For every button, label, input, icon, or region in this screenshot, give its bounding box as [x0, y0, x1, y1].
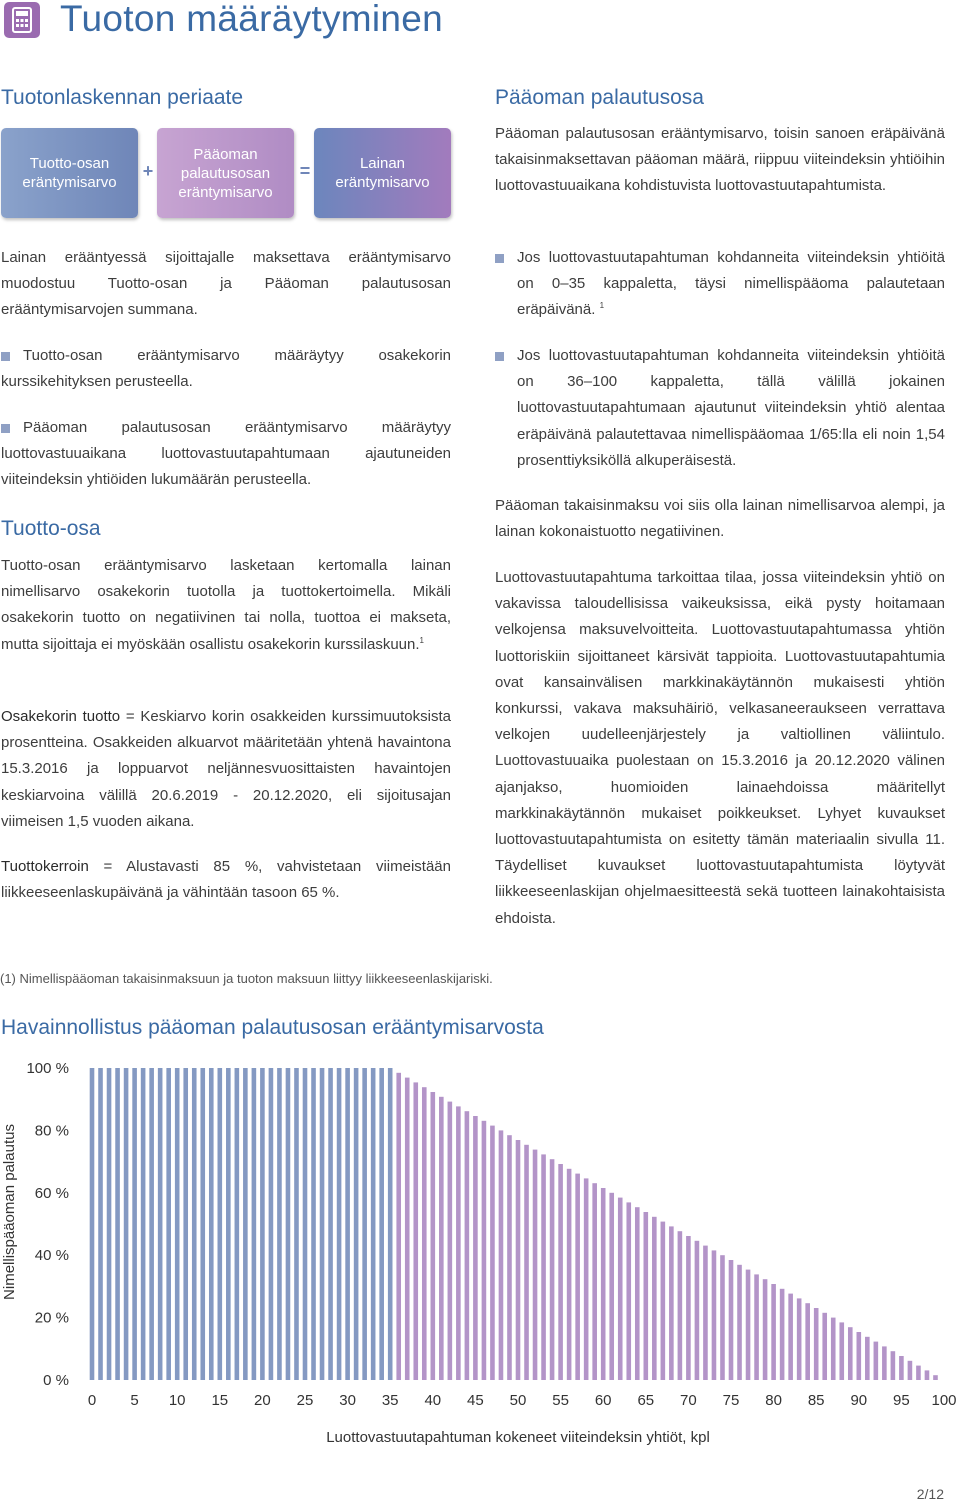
x-tick-label: 70: [680, 1392, 697, 1409]
bar-98: [925, 1370, 930, 1380]
bar-59: [592, 1183, 597, 1380]
bar-87: [831, 1318, 836, 1380]
yield-multiplier-text: = Alustavasti 85 %, vahvistetaan viimeistään liikkeeseenlaskupäivänä ja vähintään tasoon 65 %.: [1, 858, 451, 902]
page-number: 2/12: [916, 1486, 944, 1502]
bar-50: [516, 1140, 521, 1380]
y-axis-ticks: [26, 1060, 69, 1389]
bar-12: [192, 1068, 197, 1380]
bar-21: [269, 1068, 274, 1380]
bar-4: [124, 1068, 129, 1380]
bar-3: [115, 1068, 120, 1380]
bar-31: [354, 1068, 359, 1380]
bar-46: [482, 1121, 487, 1380]
bar-57: [575, 1174, 580, 1380]
bar-36: [396, 1073, 401, 1380]
bar-62: [618, 1198, 623, 1380]
bar-28: [328, 1068, 333, 1380]
bar-67: [661, 1222, 666, 1380]
x-tick-label: 100: [931, 1392, 957, 1409]
bar-0: [90, 1068, 95, 1380]
bar-63: [626, 1202, 631, 1380]
page-title: Tuoton määräytyminen: [60, 0, 444, 39]
bar-34: [379, 1068, 384, 1380]
right-intro-paragraph: Pääoman palautusosan erääntymisarvo, toisin sanoen eräpäivänä takaisinmaksettavan pääoman määrä, riippuu viiteindeksin yhtiöihin luottovastuuaikana kohdistuvista luottovastuutapahtumista.: [495, 125, 945, 195]
bar-20: [260, 1068, 265, 1380]
bar-2: [107, 1068, 112, 1380]
bar-85: [814, 1308, 819, 1380]
x-tick-label: 30: [339, 1392, 356, 1409]
formula-box-loan: [314, 128, 451, 218]
bar-88: [839, 1322, 844, 1380]
formula-box-loan-label: Lainan eräntymisarvo: [335, 155, 430, 191]
bar-40: [431, 1092, 436, 1380]
bar-6: [141, 1068, 146, 1380]
bar-27: [320, 1068, 325, 1380]
bar-79: [763, 1279, 768, 1380]
bar-17: [235, 1068, 240, 1380]
section-heading-capital: Pääoman palautusosa: [495, 86, 704, 109]
bar-65: [644, 1212, 649, 1380]
bar-94: [891, 1351, 896, 1380]
chart-bars: [90, 1068, 938, 1380]
equals-sign: =: [299, 161, 311, 181]
x-tick-label: 15: [211, 1392, 229, 1409]
x-tick-label: 45: [467, 1392, 484, 1409]
bar-74: [720, 1255, 725, 1380]
x-tick-label: 55: [552, 1392, 569, 1409]
x-tick-label: 40: [424, 1392, 442, 1409]
left-bullet-1: Tuotto-osan erääntymisarvo määräytyy osakekorin kurssikehityksen perusteella.: [1, 347, 451, 391]
right-bullet-1-text: Jos luottovastuutapahtuman kohdanneita viiteindeksin yhtiöitä on 0–35 kappaletta, täysi nimellispääoma palautetaan eräpäivänä.: [517, 249, 945, 319]
bar-24: [294, 1068, 299, 1380]
bar-29: [337, 1068, 342, 1380]
x-tick-label: 95: [893, 1392, 910, 1409]
x-tick-label: 60: [594, 1392, 612, 1409]
bar-58: [584, 1178, 589, 1380]
bar-47: [490, 1126, 495, 1380]
y-axis-title: Nimellispääoman palautus: [1, 1124, 18, 1300]
bar-93: [882, 1346, 887, 1380]
x-tick-label: 20: [254, 1392, 271, 1409]
bar-66: [652, 1217, 657, 1380]
plus-sign: +: [142, 161, 154, 181]
bar-52: [533, 1150, 538, 1380]
y-tick-label: 80 %: [34, 1122, 69, 1140]
bar-82: [788, 1294, 793, 1380]
bar-14: [209, 1068, 214, 1380]
bar-32: [362, 1068, 367, 1380]
bar-48: [499, 1130, 504, 1380]
bar-55: [558, 1164, 563, 1380]
bar-83: [797, 1298, 802, 1380]
bar-22: [277, 1068, 282, 1380]
bar-11: [183, 1068, 188, 1380]
bar-45: [473, 1116, 478, 1380]
bar-75: [729, 1260, 734, 1380]
section-heading-yield: Tuotto-osa: [1, 517, 101, 540]
bar-38: [413, 1082, 418, 1380]
bar-91: [865, 1337, 870, 1380]
left-intro-paragraph: Lainan erääntyessä sijoittajalle maksettava erääntymisarvo muodostuu Tuotto-osan ja Pääoman palautusosan erääntymisarvojen summana.: [1, 249, 451, 319]
formula-box-capital: [157, 128, 294, 218]
right-paragraph-3: Luottovastuutapahtuma tarkoittaa tilaa, jossa viiteindeksin yhtiö on vakavissa taloudellisissa vaikeuksissa, eikä pysty hoitamaan velkojensa maksuvelvoitteita. Luottovastuutapahtumassa yhtiön luottoriskiin sijoittaneet kärsivät tappioita. Luottovastuutapahtumia ovat kansainvälisen markkinakäytännön mukaisesti yhtiön konkurssi, vakava maksuhäiriö, velkasaneeraukseen verrattava velkojen uudelleenjärjestely ja valtiollinen väliintulo. Luottovastuuaika puolestaan on 15.3.2016 ja 20.12.2020 välinen ajanjakso, huomioiden lainaehdoissa määritellyt markkinakäytännön mukaiset poikkeukset. Lyhyet kuvaukset luottovastuutapahtumista on esitetty tämän materiaalin sivulla 11. Täydelliset kuvaukset luottovastuutapahtumista löytyvät liikkeeseenlaskijan ohjelmaesitteestä sekä tuotteen lainakohtaisista ehdoista.: [495, 569, 945, 927]
right-bullet-2: Jos luottovastuutapahtuman kohdanneita viiteindeksin yhtiöitä on 36–100 kappaletta, tällä välillä jokainen luottovastuutapahtumaan ajautunut viiteindeksin yhtiö alentaa eräpäivänä palautettavaa nimellispääomaa 1/65:lla eli noin 1,54 prosenttiyksiköllä alkuperäisestä.: [517, 347, 945, 469]
bar-80: [771, 1284, 776, 1380]
bar-78: [754, 1274, 759, 1380]
basket-yield-text: = Keskiarvo korin osakkeiden kurssimuutoksista prosentteina. Osakkeiden alkuarvot määritetään yhtenä havaintona 15.3.2016 ja loppuarvot neljännesvuosittaisten havaintojen keskiarvoina välillä 20.6.2019 - 20.12.2020, eli sijoitusajan viimeisen 1,5 vuoden aikana.: [1, 708, 451, 830]
bar-61: [609, 1193, 614, 1380]
capital-return-bar-chart: [0, 1050, 960, 1450]
bar-86: [822, 1313, 827, 1380]
bar-68: [669, 1226, 674, 1380]
x-tick-label: 65: [637, 1392, 655, 1409]
bar-71: [695, 1241, 700, 1380]
bar-1: [98, 1068, 103, 1380]
bar-76: [737, 1265, 742, 1380]
y-tick-label: 20 %: [34, 1309, 69, 1327]
x-tick-label: 50: [509, 1392, 527, 1409]
bar-42: [448, 1102, 453, 1380]
bar-99: [933, 1375, 938, 1380]
x-axis-title: Luottovastuutapahtuman kokeneet viiteindeksin yhtiöt, kpl: [326, 1429, 710, 1446]
bar-53: [541, 1154, 546, 1380]
yield-paragraph: [1, 553, 451, 658]
bar-84: [805, 1303, 810, 1380]
x-tick-label: 35: [381, 1392, 399, 1409]
right-bullet-1: [517, 245, 945, 324]
bar-16: [226, 1068, 231, 1380]
bar-30: [345, 1068, 350, 1380]
formula-box-yield: [1, 128, 138, 218]
bar-41: [439, 1097, 444, 1380]
bar-18: [243, 1068, 248, 1380]
bar-44: [465, 1111, 470, 1380]
bar-19: [252, 1068, 257, 1380]
bar-69: [678, 1231, 683, 1380]
x-tick-label: 25: [296, 1392, 314, 1409]
bar-92: [874, 1342, 879, 1380]
bar-97: [916, 1366, 921, 1380]
bar-54: [550, 1159, 555, 1380]
bar-90: [857, 1332, 862, 1380]
bar-26: [311, 1068, 316, 1380]
bar-64: [635, 1207, 640, 1380]
bar-13: [200, 1068, 205, 1380]
chart-title: Havainnollistus pääoman palautusosan erääntymisarvosta: [1, 1016, 544, 1039]
yield-multiplier-definition: [1, 854, 451, 906]
bar-95: [899, 1356, 904, 1380]
bar-73: [712, 1250, 717, 1380]
x-axis-ticks: [88, 1392, 957, 1409]
bar-8: [158, 1068, 163, 1380]
bar-70: [686, 1236, 691, 1380]
bar-15: [218, 1068, 223, 1380]
bar-49: [507, 1135, 512, 1380]
bar-35: [388, 1068, 393, 1380]
bar-39: [422, 1087, 427, 1380]
formula-box-capital-label: Pääoman palautusosan eräntymisarvo: [178, 145, 273, 201]
calculator-icon: [4, 2, 40, 38]
y-tick-label: 40 %: [34, 1247, 69, 1265]
bar-10: [175, 1068, 180, 1380]
bar-60: [601, 1188, 606, 1380]
x-tick-label: 85: [807, 1392, 825, 1409]
basket-yield-definition: [1, 704, 451, 835]
right-paragraph-2: Pääoman takaisinmaksu voi siis olla lainan nimellisarvoa alempi, ja lainan kokonaistuotto negatiivinen.: [495, 497, 945, 541]
x-tick-label: 90: [850, 1392, 868, 1409]
left-bullet-2: Pääoman palautusosan erääntymisarvo määräytyy luottovastuuaikana luottovastuutapahtumaan ajautuneiden viiteindeksin yhtiöiden lukumäärän perusteella.: [1, 419, 451, 489]
bullet-marker: [495, 352, 504, 361]
footnote: (1) Nimellispääoman takaisinmaksuun ja tuoton maksuun liittyy liikkeeseenlaskijariski.: [0, 971, 493, 986]
y-tick-label: 60 %: [34, 1184, 69, 1202]
bar-37: [405, 1078, 410, 1380]
bullet-marker: [495, 254, 504, 263]
bar-81: [780, 1289, 785, 1380]
footnote-ref: 1: [599, 301, 605, 311]
x-tick-label: 0: [87, 1392, 97, 1409]
x-tick-label: 5: [130, 1392, 139, 1409]
yield-paragraph-text: Tuotto-osan erääntymisarvo lasketaan kertomalla lainan nimellisarvo osakekorin tuotolla ja tuottokertoimella. Mikäli osakekorin tuotto on negatiivinen tai nolla, tuottoa ei makseta, mutta sijoittaja ei myöskään osallistu osakekorin kurssilaskuun.: [1, 557, 451, 653]
x-tick-label: 75: [722, 1392, 740, 1409]
x-tick-label: 10: [168, 1392, 186, 1409]
bar-72: [703, 1246, 708, 1380]
bar-96: [908, 1361, 913, 1380]
section-heading-principle: Tuotonlaskennan periaate: [1, 86, 244, 109]
bar-7: [149, 1068, 154, 1380]
yield-multiplier-term: Tuottokerroin: [1, 858, 89, 875]
x-tick-label: 80: [765, 1392, 782, 1409]
bar-89: [848, 1327, 853, 1380]
footnote-ref: 1: [419, 635, 424, 645]
y-tick-label: 100 %: [26, 1060, 69, 1077]
bar-5: [132, 1068, 137, 1380]
bar-9: [166, 1068, 171, 1380]
formula-box-yield-label: Tuotto-osan eräntymisarvo: [22, 155, 117, 191]
bar-25: [303, 1068, 308, 1380]
bar-51: [524, 1145, 529, 1380]
bar-56: [567, 1169, 572, 1380]
bar-77: [746, 1270, 751, 1380]
bar-23: [286, 1068, 291, 1380]
y-tick-label: 0 %: [43, 1372, 69, 1389]
basket-yield-term: Osakekorin tuotto: [1, 708, 121, 725]
bar-43: [456, 1106, 461, 1380]
bar-33: [371, 1068, 376, 1380]
